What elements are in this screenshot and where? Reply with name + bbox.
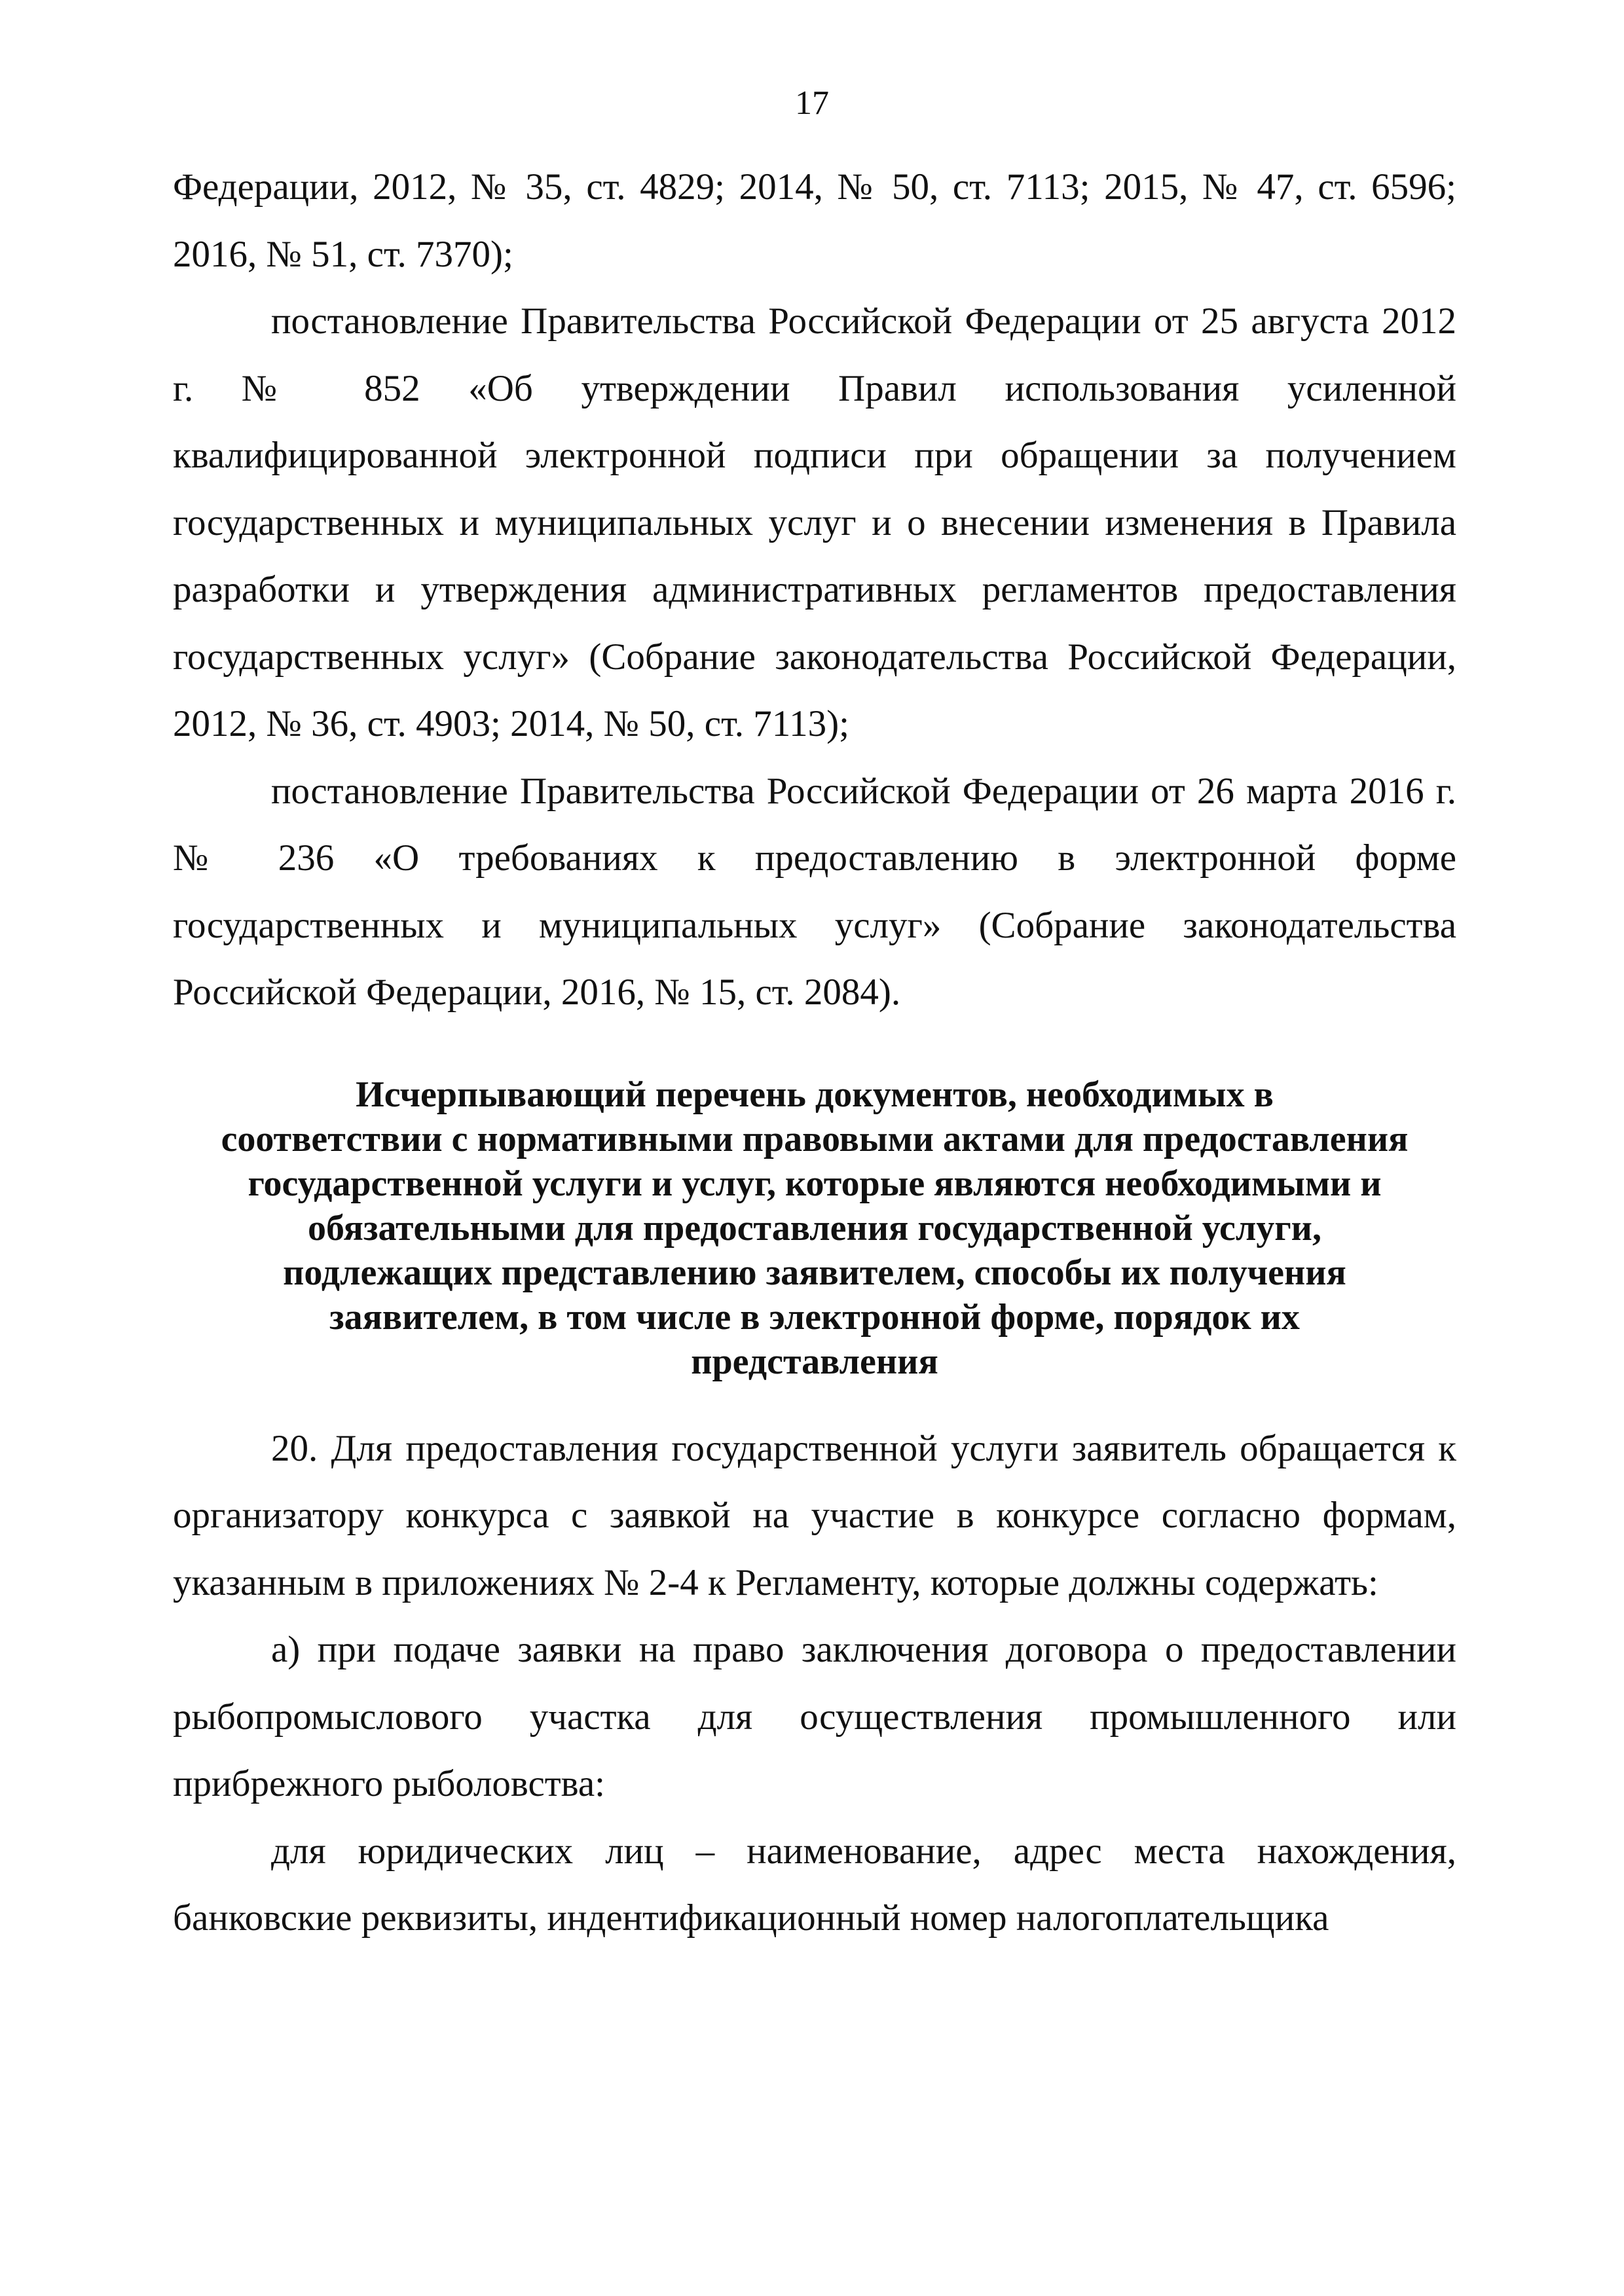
heading-line: Исчерпывающий перечень документов, необходимых в [356,1074,1274,1115]
heading-line: заявителем, в том числе в электронной форме, порядок их [329,1296,1300,1338]
heading-line: подлежащих представлению заявителем, способы их получения [283,1252,1346,1293]
page-number: 17 [795,84,829,122]
heading-line: государственной услуги и услуг, которые являются необходимыми и [248,1163,1382,1204]
paragraph-subitem-a: а) при подаче заявки на право заключения договора о предоставлении рыбопромыслового участка для осуществления промышленного или прибрежного рыболовства: [173,1629,1456,1804]
section-heading [212,1072,1417,1384]
heading-line: представления [691,1341,938,1382]
document-body [173,154,1456,1952]
paragraph-item-20: 20. Для предоставления государственной услуги заявитель обращается к организатору конкурса с заявкой на участие в конкурсе согласно формам, указанным в приложениях № 2-4 к Регламенту, которые должны содержать: [173,1427,1456,1603]
paragraph-legal-entities: для юридических лиц – наименование, адрес места нахождения, банковские реквизиты, индентификационный номер налогоплательщика [173,1830,1456,1939]
heading-line: обязательными для предоставления государственной услуги, [308,1207,1321,1248]
paragraph-resolution-852: постановление Правительства Российской Федерации от 25 августа 2012 г. № 852 «Об утверждении Правил использования усиленной квалифицированной электронной подписи при обращении за получением государственных и муниципальных услуг и о внесении изменения в Правила разработки и утверждения административных регламентов предоставления государственных услуг» (Собрание законодательства Российской Федерации, 2012, № 36, ст. 4903; 2014, № 50, ст. 7113); [173,301,1456,744]
paragraph-resolution-236: постановление Правительства Российской Федерации от 26 марта 2016 г. № 236 «О требованиях к предоставлению в электронной форме государственных и муниципальных услуг» (Собрание законодательства Российской Федерации, 2016, № 15, ст. 2084). [173,770,1456,1013]
heading-line: соответствии с нормативными правовыми актами для предоставления [221,1118,1409,1159]
paragraph-citation-continuation: Федерации, 2012, № 35, ст. 4829; 2014, № 50, ст. 7113; 2015, № 47, ст. 6596; 2016, № 51, ст. 7370); [173,166,1456,275]
